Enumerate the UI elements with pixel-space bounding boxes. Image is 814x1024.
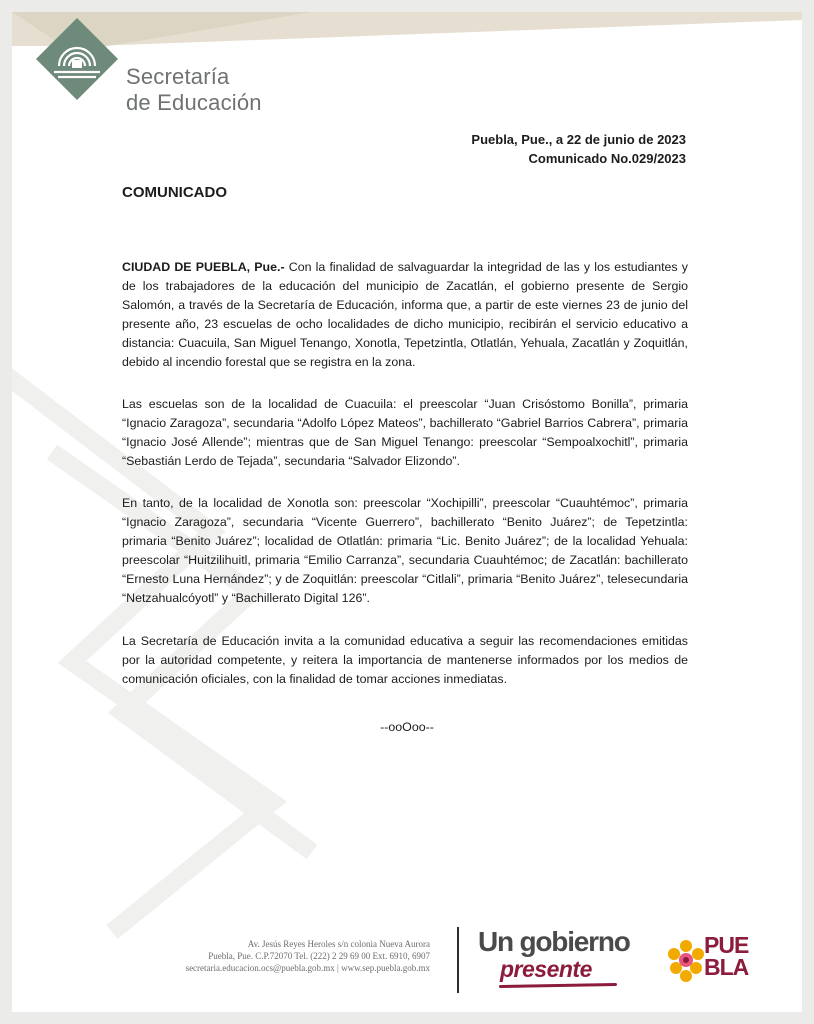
document-title: COMUNICADO xyxy=(122,184,227,201)
paragraph-2: Las escuelas son de la localidad de Cuacuila: el preescolar “Juan Crisóstomo Bonilla”, primaria “Ignacio Zaragoza”, secundaria “Adolfo López Mateos”, bachillerato “Gabriel Barrios Cabrera”, primaria “Ignacio José Allende”; mientras que de San Miguel Tenango: preescolar “Sempoalxochitl”, primaria “Sebastián Lerdo de Tejada”, secundaria “Salvador Elizondo”. xyxy=(122,397,688,468)
footer-address xyxy=(186,938,430,974)
footer-divider xyxy=(457,927,459,993)
sep-emblem-icon xyxy=(34,16,120,102)
communique-number: Comunicado No.029/2023 xyxy=(528,151,686,166)
paragraph-4: La Secretaría de Educación invita a la comunidad educativa a seguir las recomendaciones emitidas por la autoridad competente, y reitera la importancia de mantenerse informados por los medios de comunicación oficiales, con la finalidad de tomar acciones inmediatas. xyxy=(122,634,688,686)
paragraph-1-lead: CIUDAD DE PUEBLA, Pue.- xyxy=(122,260,285,274)
puebla-wordmark-bottom: BLA xyxy=(704,954,749,980)
slogan-line-1: Un gobierno xyxy=(478,926,630,957)
slogan-line-2: presente xyxy=(500,956,592,982)
paragraph-1 xyxy=(122,258,688,372)
logo-line-1: Secretaría xyxy=(126,64,230,89)
address-line-2: Puebla, Pue. C.P.72070 Tel. (222) 2 29 69 00 Ext. 6910, 6907 xyxy=(208,951,430,961)
slogan-underline xyxy=(499,983,617,988)
paragraph-1-text: Con la finalidad de salvaguardar la integridad de las y los estudiantes y de los trabajadores de la educación del municipio de Zacatlán, el gobierno presente de Sergio Salomón, a través de la Secretaría de Educación, informa que, a partir de este viernes 23 de junio del presente año, 23 escuelas de ocho localidades de dicho municipio, recibirán el servicio educativo a distancia: Cuacuila, San Miguel Tenango, Xonotla, Tepetzintla, Otlatlán, Yehuala, Zacatlán y Zoquitlán, debido al incendio forestal que se registra en la zona. xyxy=(122,260,688,369)
puebla-wordmark xyxy=(704,934,748,978)
closing-mark: --ooOoo-- xyxy=(380,720,434,734)
address-line-3: secretaria.educacion.ocs@puebla.gob.mx | www.sep.puebla.gob.mx xyxy=(185,963,430,973)
paragraph-3: En tanto, de la localidad de Xonotla son: preescolar “Xochipilli”, preescolar “Cuauhtémoc”, primaria “Ignacio Zaragoza”, secundaria “Vicente Guerrero”, bachillerato “Benito Juárez”; de Tepetzintla: primaria “Benito Juárez”; localidad de Otlatlán: primaria “Lic. Benito Juárez”; de la localidad Yehuala: preescolar “Huitzilihuitl, primaria “Emilio Carranza”, secundaria Cuauhtémoc; de Zacatlán: bachillerato “Ernesto Luna Hernández”; y de Zoquitlán: preescolar “Citlali”, primaria “Benito Juárez”, telesecundaria “Netzahualcóyotl” y “Bachillerato Digital 126”. xyxy=(122,496,688,605)
address-line-1: Av. Jesús Reyes Heroles s/n colonia Nueva Aurora xyxy=(247,939,430,949)
logo-line-2: de Educación xyxy=(126,90,262,115)
puebla-flower-icon xyxy=(664,936,708,986)
puebla-wordmark-top: PUE xyxy=(704,932,749,958)
document-page xyxy=(12,12,802,1012)
secretaria-logo-text xyxy=(126,64,262,116)
document-header-info xyxy=(471,130,686,168)
place-date: Puebla, Pue., a 22 de junio de 2023 xyxy=(471,132,686,147)
